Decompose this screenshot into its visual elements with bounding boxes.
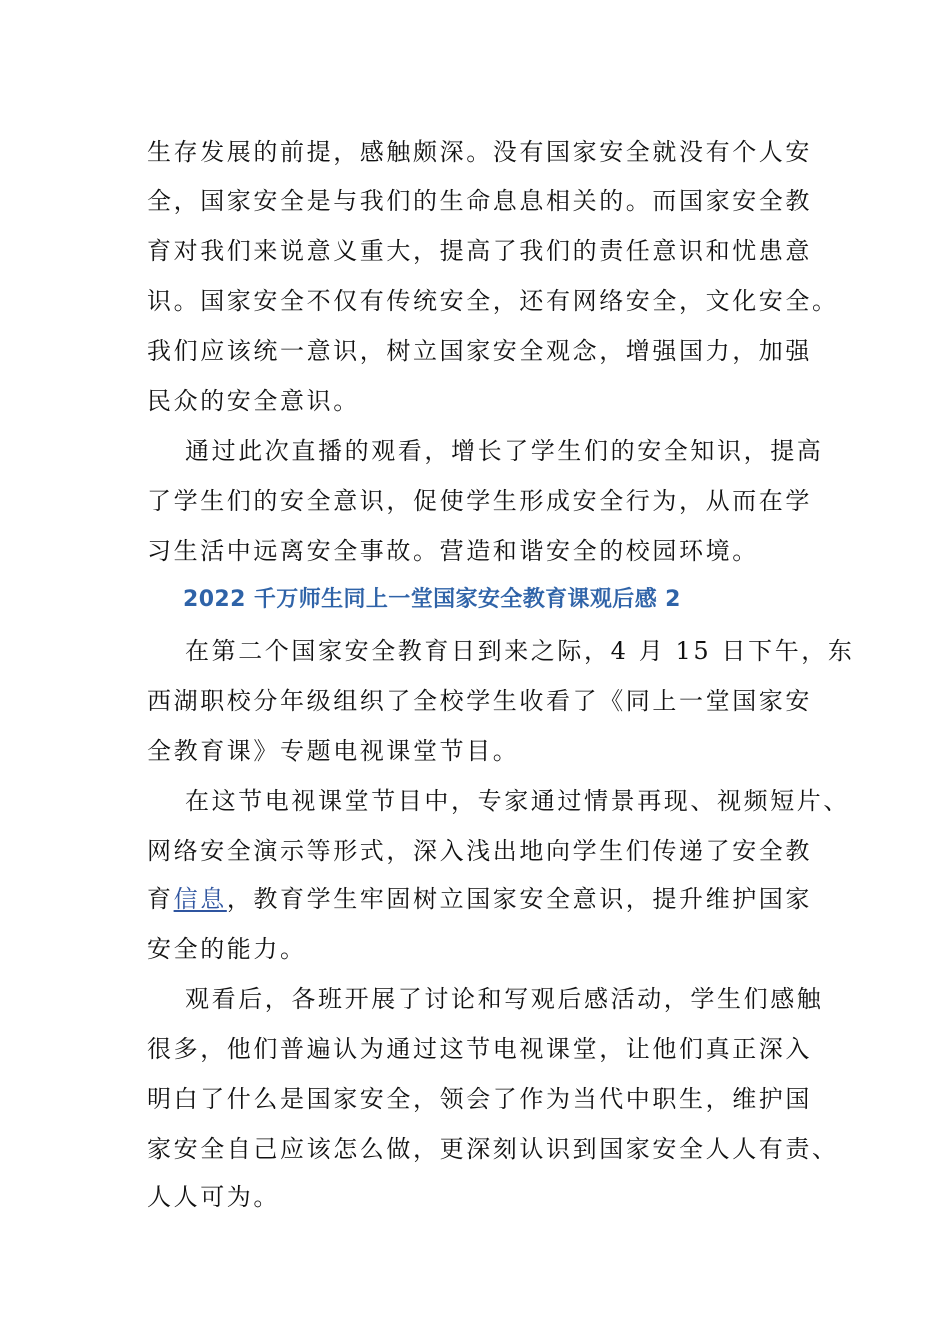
text-span: 育 <box>147 885 174 913</box>
paragraph-line: 全，国家安全是与我们的生命息息相关的。而国家安全教 <box>147 187 812 215</box>
paragraph-line-with-link <box>147 884 813 914</box>
paragraph-line: 观看后，各班开展了讨论和写观后感活动，学生们感触 <box>185 985 824 1013</box>
paragraph-line: 很多，他们普遍认为通过这节电视课堂，让他们真正深入 <box>147 1035 812 1063</box>
info-link[interactable]: 信息 <box>173 885 227 913</box>
paragraph-line: 网络安全演示等形式，深入浅出地向学生们传递了安全教 <box>147 837 812 865</box>
paragraph-line: 民众的安全意识。 <box>147 387 360 415</box>
section-heading: 2022 千万师生同上一堂国家安全教育课观后感 2 <box>183 587 681 612</box>
paragraph-line: 明白了什么是国家安全，领会了作为当代中职生，维护国 <box>147 1085 812 1113</box>
paragraph-line: 人人可为。 <box>147 1183 280 1211</box>
paragraph-line: 了学生们的安全意识，促使学生形成安全行为，从而在学 <box>147 487 812 515</box>
paragraph-line: 西湖职校分年级组织了全校学生收看了《同上一堂国家安 <box>147 687 812 715</box>
paragraph-line: 通过此次直播的观看，增长了学生们的安全知识，提高 <box>185 437 824 465</box>
paragraph-line: 在这节电视课堂节目中，专家通过情景再现、视频短片、 <box>185 787 850 815</box>
paragraph-line: 识。国家安全不仅有传统安全，还有网络安全，文化安全。 <box>147 287 839 315</box>
paragraph-line: 在第二个国家安全教育日到来之际，4 月 15 日下午，东 <box>185 637 855 665</box>
paragraph-line: 全教育课》专题电视课堂节目。 <box>147 737 520 765</box>
paragraph-line: 安全的能力。 <box>147 935 307 963</box>
paragraph-line: 我们应该统一意识，树立国家安全观念，增强国力，加强 <box>147 337 812 365</box>
paragraph-line: 育对我们来说意义重大，提高了我们的责任意识和忧患意 <box>147 237 812 265</box>
paragraph-line: 生存发展的前提，感触颇深。没有国家安全就没有个人安 <box>147 138 812 166</box>
paragraph-line: 家安全自己应该怎么做，更深刻认识到国家安全人人有责、 <box>147 1135 839 1163</box>
paragraph-line: 习生活中远离安全事故。营造和谐安全的校园环境。 <box>147 537 759 565</box>
text-span: ，教育学生牢固树立国家安全意识，提升维护国家 <box>226 885 813 913</box>
